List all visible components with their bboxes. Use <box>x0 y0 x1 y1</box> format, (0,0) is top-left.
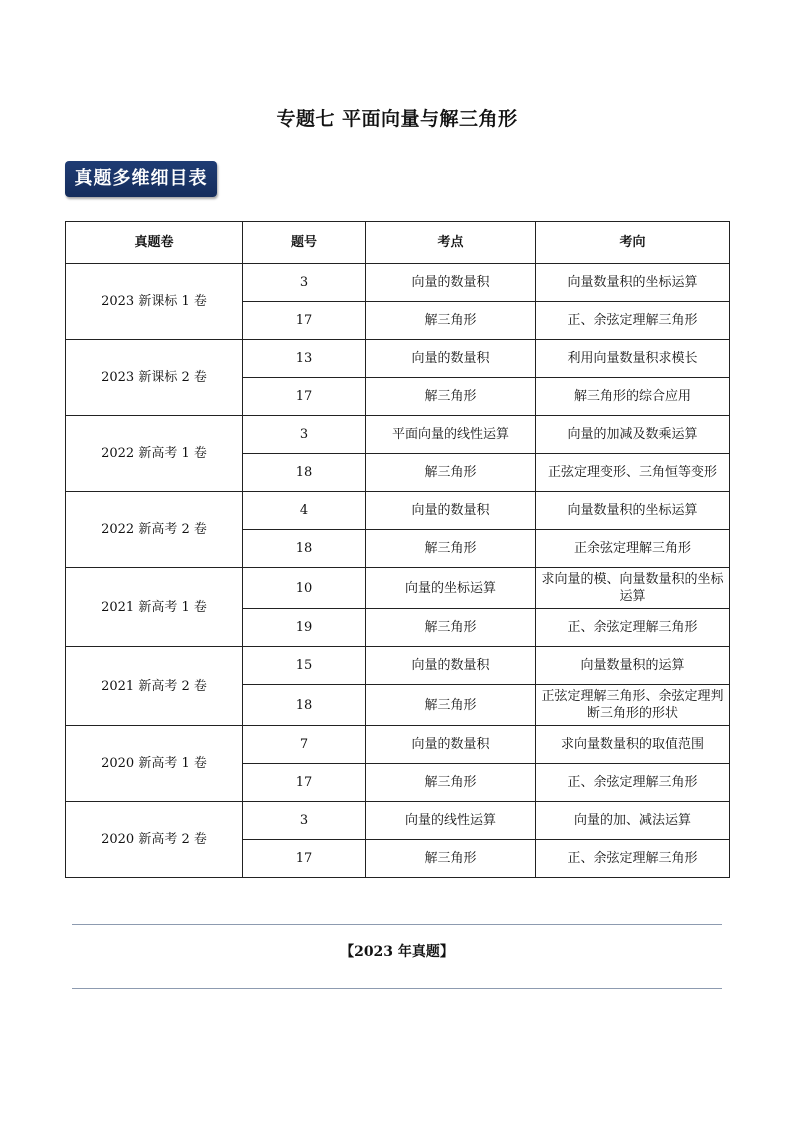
divider-bottom <box>72 988 722 989</box>
exam-direction-cell: 正、余弦定理解三角形 <box>536 840 730 878</box>
exam-point-cell: 解三角形 <box>366 530 536 568</box>
exam-direction-cell: 正弦定理变形、三角恒等变形 <box>536 454 730 492</box>
exam-point-cell: 向量的线性运算 <box>366 802 536 840</box>
header-exam-direction: 考向 <box>536 222 730 264</box>
question-number-cell: 7 <box>243 726 366 764</box>
paper-cell: 2022 新高考 2 卷 <box>66 492 243 568</box>
year-heading: 【2023 年真题】 <box>340 944 454 960</box>
header-question-number: 题号 <box>243 222 366 264</box>
exam-point-cell: 向量的数量积 <box>366 492 536 530</box>
exam-catalog-table <box>65 221 730 878</box>
exam-point-cell: 解三角形 <box>366 685 536 726</box>
exam-direction-cell: 求向量的模、向量数量积的坐标运算 <box>536 568 730 609</box>
table-row <box>66 264 730 302</box>
question-number-cell: 18 <box>243 454 366 492</box>
exam-direction-cell: 向量数量积的坐标运算 <box>536 492 730 530</box>
exam-point-cell: 向量的数量积 <box>366 264 536 302</box>
question-number-cell: 18 <box>243 685 366 726</box>
exam-direction-cell: 利用向量数量积求模长 <box>536 340 730 378</box>
exam-direction-cell: 向量数量积的坐标运算 <box>536 264 730 302</box>
question-number-cell: 17 <box>243 840 366 878</box>
paper-cell: 2020 新高考 1 卷 <box>66 726 243 802</box>
exam-point-cell: 解三角形 <box>366 378 536 416</box>
exam-direction-cell: 向量数量积的运算 <box>536 647 730 685</box>
exam-direction-cell: 正余弦定理解三角形 <box>536 530 730 568</box>
exam-point-cell: 解三角形 <box>366 454 536 492</box>
table-row <box>66 416 730 454</box>
exam-direction-cell: 向量的加、减法运算 <box>536 802 730 840</box>
question-number-cell: 15 <box>243 647 366 685</box>
question-number-cell: 13 <box>243 340 366 378</box>
exam-direction-cell: 正弦定理解三角形、余弦定理判断三角形的形状 <box>536 685 730 726</box>
question-number-cell: 18 <box>243 530 366 568</box>
header-paper: 真题卷 <box>66 222 243 264</box>
table-header-row <box>66 222 730 264</box>
question-number-cell: 3 <box>243 264 366 302</box>
exam-direction-cell: 向量的加减及数乘运算 <box>536 416 730 454</box>
exam-point-cell: 向量的坐标运算 <box>366 568 536 609</box>
question-number-cell: 3 <box>243 416 366 454</box>
question-number-cell: 17 <box>243 302 366 340</box>
question-number-cell: 17 <box>243 378 366 416</box>
exam-point-cell: 向量的数量积 <box>366 647 536 685</box>
exam-direction-cell: 正、余弦定理解三角形 <box>536 609 730 647</box>
exam-direction-cell: 求向量数量积的取值范围 <box>536 726 730 764</box>
question-number-cell: 19 <box>243 609 366 647</box>
exam-point-cell: 向量的数量积 <box>366 340 536 378</box>
divider-top <box>72 924 722 925</box>
table-row <box>66 492 730 530</box>
question-number-cell: 17 <box>243 764 366 802</box>
exam-point-cell: 向量的数量积 <box>366 726 536 764</box>
exam-direction-cell: 解三角形的综合应用 <box>536 378 730 416</box>
paper-cell: 2020 新高考 2 卷 <box>66 802 243 878</box>
exam-point-cell: 解三角形 <box>366 609 536 647</box>
table-row <box>66 340 730 378</box>
table-row <box>66 568 730 609</box>
paper-cell: 2023 新课标 1 卷 <box>66 264 243 340</box>
exam-direction-cell: 正、余弦定理解三角形 <box>536 302 730 340</box>
question-number-cell: 10 <box>243 568 366 609</box>
question-number-cell: 3 <box>243 802 366 840</box>
section-badge: 真题多维细目表 <box>65 161 217 197</box>
paper-cell: 2022 新高考 1 卷 <box>66 416 243 492</box>
exam-direction-cell: 正、余弦定理解三角形 <box>536 764 730 802</box>
table-row <box>66 726 730 764</box>
paper-cell: 2023 新课标 2 卷 <box>66 340 243 416</box>
exam-point-cell: 解三角形 <box>366 764 536 802</box>
exam-point-cell: 解三角形 <box>366 302 536 340</box>
page-title: 专题七 平面向量与解三角形 <box>276 108 518 130</box>
paper-cell: 2021 新高考 1 卷 <box>66 568 243 647</box>
exam-point-cell: 平面向量的线性运算 <box>366 416 536 454</box>
header-exam-point: 考点 <box>366 222 536 264</box>
table-row <box>66 647 730 685</box>
exam-point-cell: 解三角形 <box>366 840 536 878</box>
table-row <box>66 802 730 840</box>
paper-cell: 2021 新高考 2 卷 <box>66 647 243 726</box>
question-number-cell: 4 <box>243 492 366 530</box>
